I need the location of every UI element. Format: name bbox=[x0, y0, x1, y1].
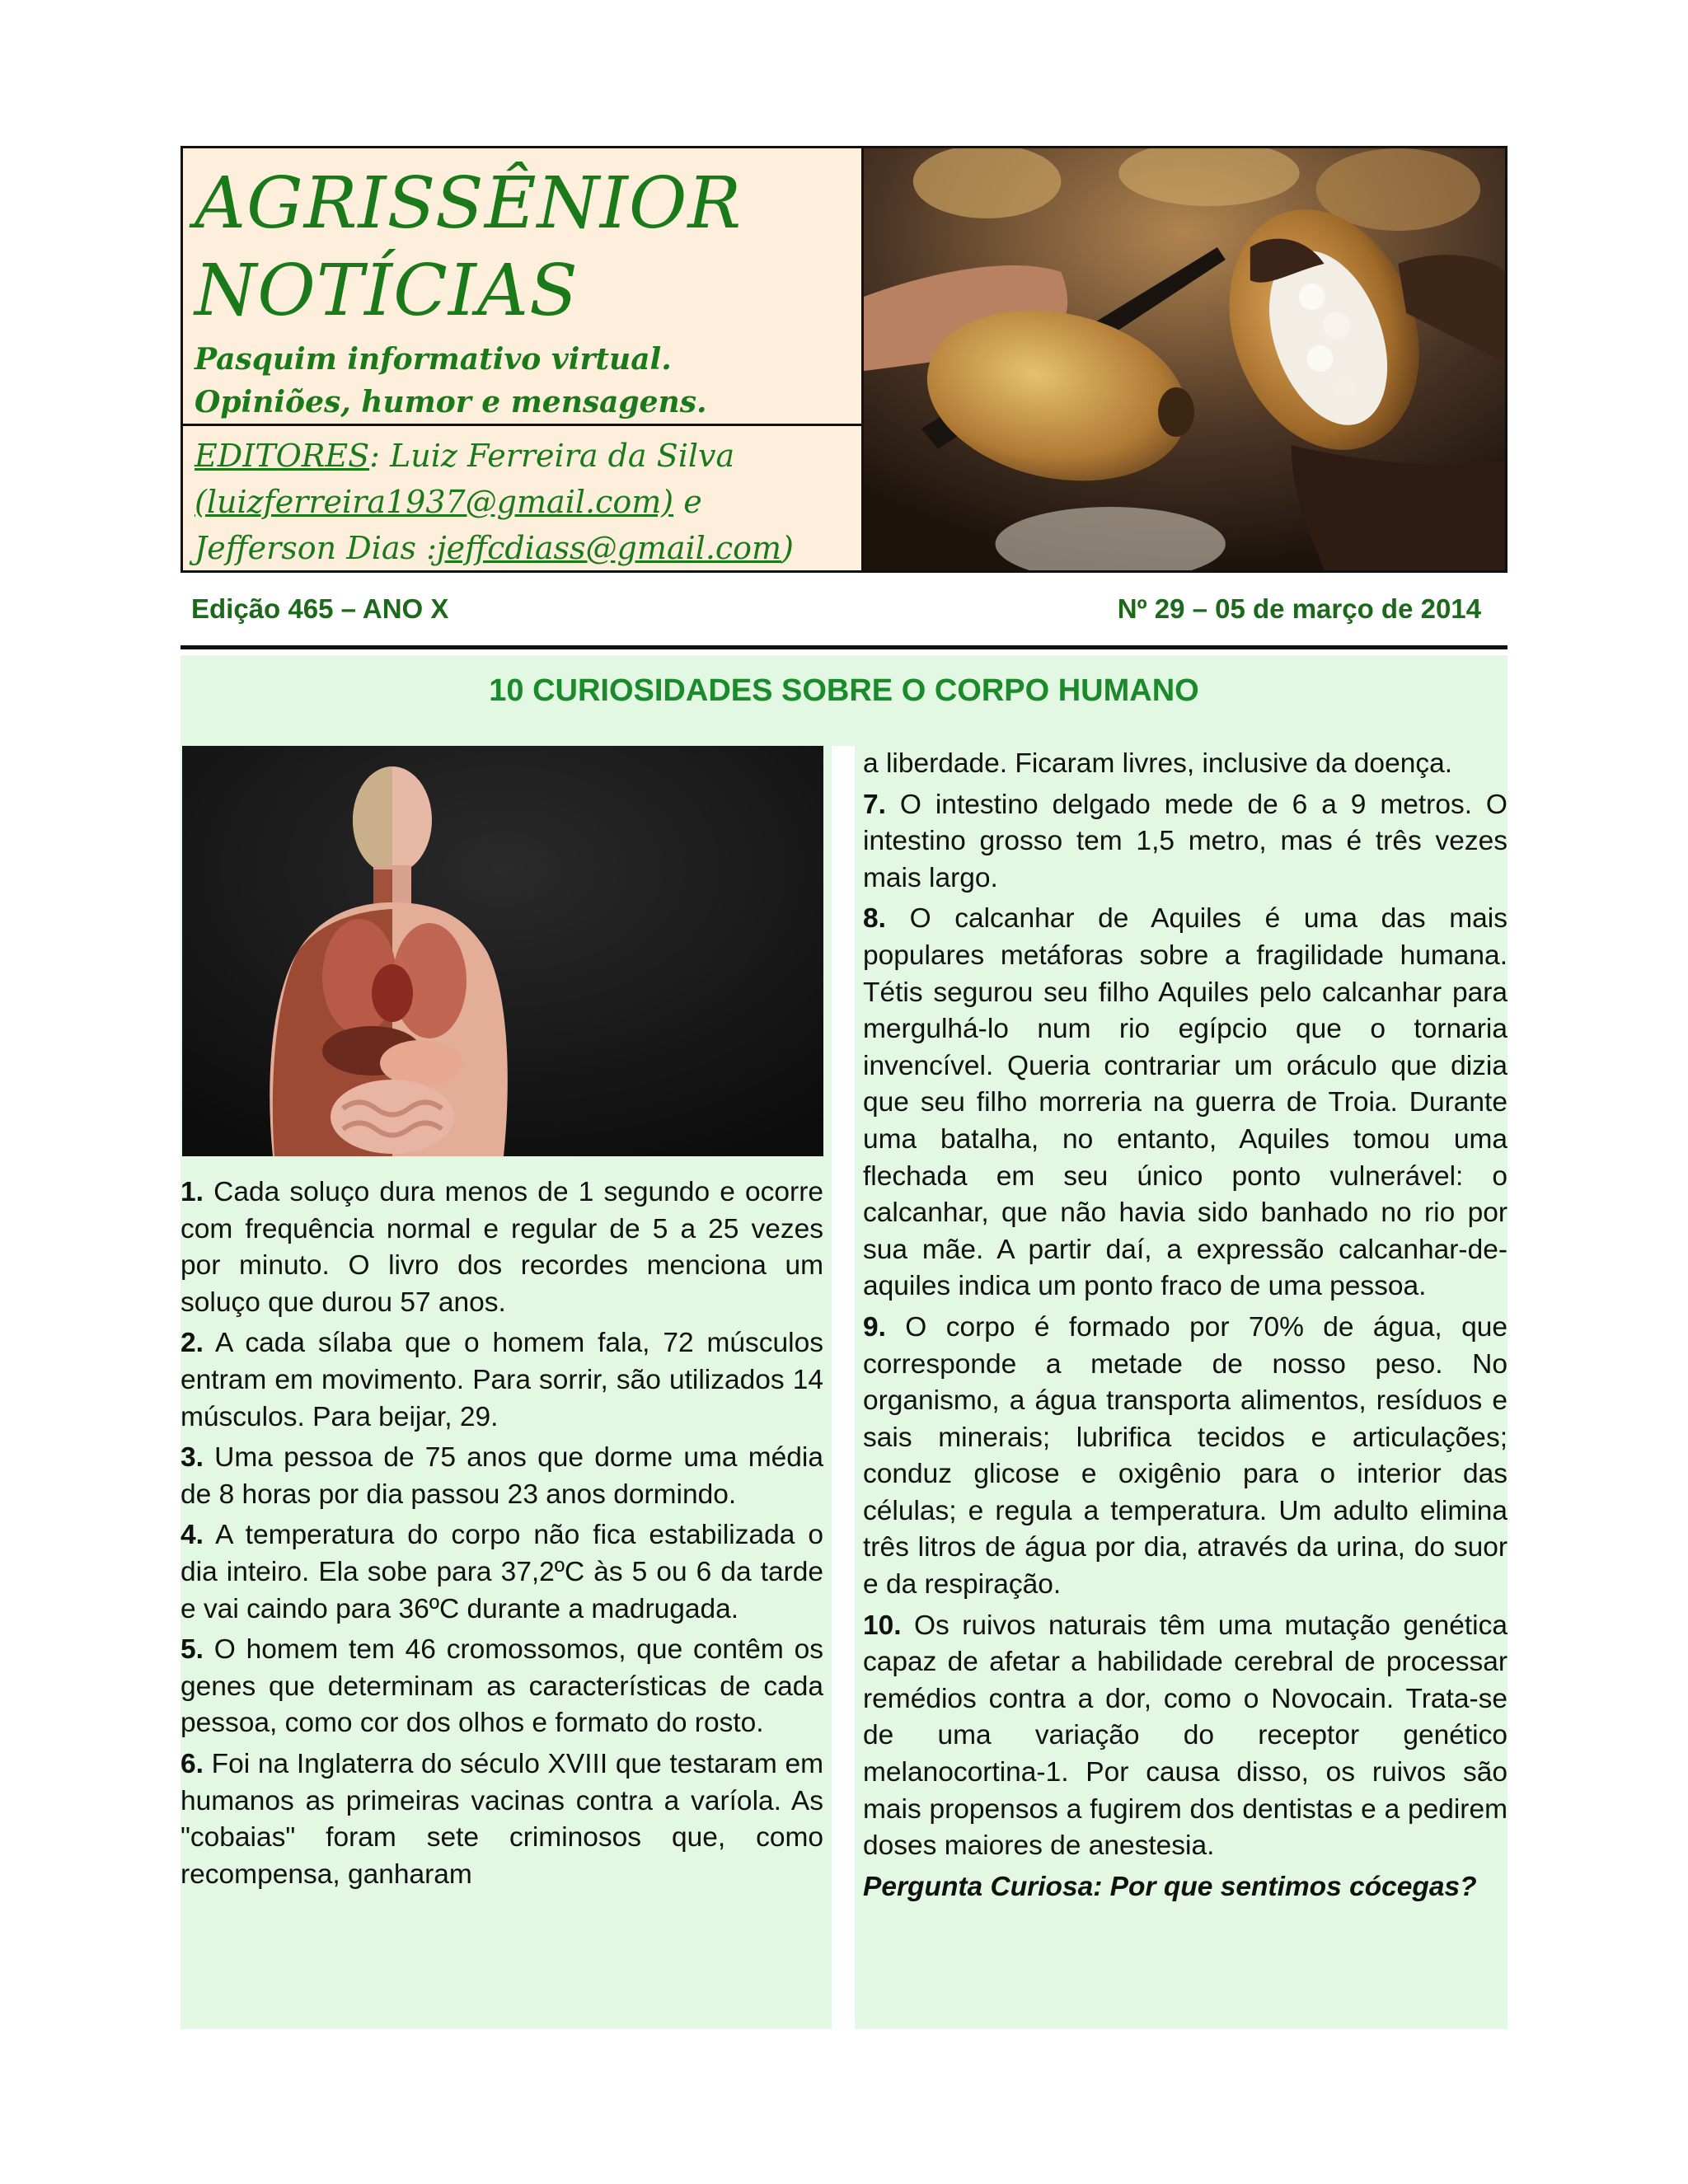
edition-line bbox=[191, 593, 1481, 625]
curiosity-item-9 bbox=[863, 1310, 1507, 1604]
item-text: O corpo é formado por 70% de água, que corresponde a metade de nosso peso. No organismo, a água transporta alimentos, resíduos e sais minerais; lubrifica tecidos e articulações; conduz glicose e oxigênio para o interior das células; e regula a temperatura. Um adulto elimina três litros de água por dia, através da urina, do suor e da respiração. bbox=[863, 1311, 1507, 1601]
edition-number: Edição 465 – ANO X bbox=[191, 593, 449, 624]
masthead-title-block bbox=[183, 148, 861, 426]
item-number: 7. bbox=[863, 789, 886, 820]
item-number: 6. bbox=[181, 1748, 204, 1779]
header-divider bbox=[181, 645, 1507, 649]
item-number: 10. bbox=[863, 1610, 902, 1641]
item-text: O homem tem 46 cromossomos, que contêm os genes que determinam as características de cada pessoa, como cor dos olhos e formato do rosto. bbox=[181, 1634, 823, 1739]
editor-email-link-1[interactable]: (luizferreira1937@gmail.com) bbox=[195, 484, 674, 520]
cocoa-pods-image bbox=[864, 148, 1505, 570]
column-gutter bbox=[832, 746, 855, 2029]
anatomy-model-image bbox=[182, 746, 823, 1156]
tagline-line-1: Pasquim informativo virtual. bbox=[195, 342, 672, 377]
item-text: Cada soluço dura menos de 1 segundo e ocorre com frequência normal e regular de 5 a 25 vezes por minuto. O livro dos recordes menciona um soluço que durou 57 anos. bbox=[181, 1177, 823, 1318]
article-column-right bbox=[863, 746, 1507, 1910]
item-text: Os ruivos naturais têm uma mutação genética capaz de afetar a habilidade cerebral de processar remédios contra a dor, como o Novocain. Trata-se de uma variação do receptor genético melanocortina-1. Por causa disso, os ruivos são mais propensos a fugirem dos dentistas e a pedirem doses maiores de anestesia. bbox=[863, 1610, 1507, 1862]
editors-conjunction: e bbox=[673, 484, 702, 520]
article-headline: 10 CURIOSIDADES SOBRE O CORPO HUMANO bbox=[489, 673, 1199, 708]
curiosity-item-5 bbox=[181, 1632, 823, 1742]
curiosity-item-10 bbox=[863, 1608, 1507, 1865]
editors-block bbox=[183, 426, 861, 578]
item-text: A cada sílaba que o homem fala, 72 músculos entram em movimento. Para sorrir, são utilizados 14 músculos. Para beijar, 29. bbox=[181, 1328, 823, 1432]
curiosity-item-6 bbox=[181, 1746, 823, 1893]
newsletter-title bbox=[195, 160, 850, 335]
title-line-2: NOTÍCIAS bbox=[195, 250, 579, 332]
editor-email-link-2[interactable]: jeffcdiass@gmail.com bbox=[436, 530, 782, 566]
issue-date: Nº 29 – 05 de março de 2014 bbox=[1117, 593, 1481, 624]
curiosity-item-6-continued bbox=[863, 746, 1507, 783]
article bbox=[181, 655, 1507, 2029]
masthead bbox=[181, 146, 1507, 573]
tagline-line-2: Opiniões, humor e mensagens. bbox=[195, 385, 707, 419]
item-number: 4. bbox=[181, 1520, 204, 1551]
item-number: 8. bbox=[863, 903, 886, 935]
curiosity-item-1 bbox=[181, 1174, 823, 1321]
cocoa-pods-photo bbox=[864, 148, 1505, 570]
masthead-text-panel bbox=[183, 148, 864, 570]
editors-name-2: Jefferson Dias : bbox=[195, 530, 437, 566]
item-text: O calcanhar de Aquiles é uma das mais populares metáforas sobre a fragilidade humana. Tétis segurou seu filho Aquiles pelo calcanhar para mergulhá-lo num rio egípcio que o tornaria invencível. Queria contrariar um oráculo que dizia que seu filho morreria na guerra de Troia. Durante uma batalha, no entanto, Aquiles tomou uma flechada em seu único ponto vulnerável: o calcanhar, que não havia sido banhado no rio por sua mãe. A partir daí, a expressão calcanhar-de-aquiles indica um ponto fraco de uma pessoa. bbox=[863, 903, 1507, 1302]
editors-close-paren: ) bbox=[781, 530, 794, 566]
item-number: 2. bbox=[181, 1328, 204, 1359]
curious-question: Pergunta Curiosa: Por que sentimos cócegas? bbox=[863, 1871, 1477, 1902]
curiosity-item-4 bbox=[181, 1517, 823, 1628]
item-text: Foi na Inglaterra do século XVIII que testaram em humanos as primeiras vacinas contra a varíola. As "cobaias" foram sete criminosos que, como recompensa, ganharam bbox=[181, 1748, 823, 1890]
item-text: A temperatura do corpo não fica estabilizada o dia inteiro. Ela sobe para 37,2ºC às 5 ou 6 da tarde e vai caindo para 36ºC durante a madrugada. bbox=[181, 1520, 823, 1624]
curiosity-item-3 bbox=[181, 1440, 823, 1513]
item-number: 9. bbox=[863, 1311, 886, 1343]
item-text: Uma pessoa de 75 anos que dorme uma média de 8 horas por dia passou 23 anos dormindo. bbox=[181, 1442, 823, 1510]
anatomy-model-photo bbox=[182, 746, 823, 1156]
item-text: O intestino delgado mede de 6 a 9 metros. O intestino grosso tem 1,5 metro, mas é três vezes mais largo. bbox=[863, 789, 1507, 893]
editors-label: EDITORES bbox=[195, 438, 370, 474]
title-line-1: AGRISSÊNIOR bbox=[195, 162, 743, 245]
curiosity-item-8 bbox=[863, 901, 1507, 1305]
item-number: 3. bbox=[181, 1442, 204, 1474]
item-text: a liberdade. Ficaram livres, inclusive da doença. bbox=[863, 748, 1453, 779]
item-number: 1. bbox=[181, 1177, 204, 1207]
editors-name-1: : Luiz Ferreira da Silva bbox=[369, 438, 735, 474]
article-column-left bbox=[181, 1174, 823, 1897]
curiosity-item-7 bbox=[863, 787, 1507, 898]
curiosity-item-2 bbox=[181, 1325, 823, 1436]
newsletter-tagline bbox=[195, 338, 850, 424]
item-number: 5. bbox=[181, 1634, 204, 1666]
